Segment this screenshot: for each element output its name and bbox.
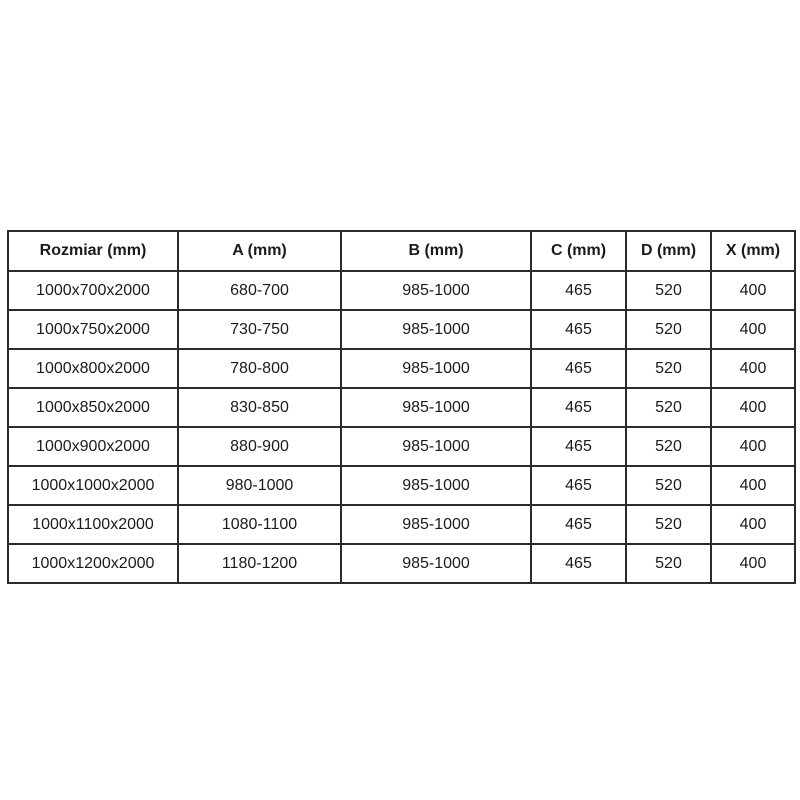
table-cell-a: 830-850 <box>178 388 341 427</box>
table-cell-a: 1080-1100 <box>178 505 341 544</box>
table-cell-c: 465 <box>531 310 626 349</box>
column-header-c: C (mm) <box>531 231 626 271</box>
table-cell-c: 465 <box>531 349 626 388</box>
table-cell-x: 400 <box>711 271 795 310</box>
table-cell-b: 985-1000 <box>341 271 531 310</box>
table-cell-c: 465 <box>531 544 626 583</box>
table-cell-rozmiar: 1000x1100x2000 <box>8 505 178 544</box>
table-cell-rozmiar: 1000x800x2000 <box>8 349 178 388</box>
table-row <box>8 349 795 388</box>
table-cell-b: 985-1000 <box>341 466 531 505</box>
table-row <box>8 544 795 583</box>
table-cell-d: 520 <box>626 427 711 466</box>
table-row <box>8 466 795 505</box>
table-cell-d: 520 <box>626 388 711 427</box>
table-cell-c: 465 <box>531 427 626 466</box>
table-cell-x: 400 <box>711 544 795 583</box>
table-cell-rozmiar: 1000x750x2000 <box>8 310 178 349</box>
table-cell-a: 1180-1200 <box>178 544 341 583</box>
table-cell-d: 520 <box>626 505 711 544</box>
table-row <box>8 388 795 427</box>
table-row <box>8 310 795 349</box>
table-row <box>8 271 795 310</box>
table-cell-a: 880-900 <box>178 427 341 466</box>
table-row <box>8 505 795 544</box>
table-cell-b: 985-1000 <box>341 388 531 427</box>
column-header-rozmiar: Rozmiar (mm) <box>8 231 178 271</box>
table-cell-x: 400 <box>711 349 795 388</box>
column-header-x: X (mm) <box>711 231 795 271</box>
table-cell-c: 465 <box>531 505 626 544</box>
table-cell-d: 520 <box>626 271 711 310</box>
table-cell-b: 985-1000 <box>341 310 531 349</box>
table-cell-b: 985-1000 <box>341 349 531 388</box>
table-cell-rozmiar: 1000x900x2000 <box>8 427 178 466</box>
table-cell-a: 780-800 <box>178 349 341 388</box>
table-cell-c: 465 <box>531 466 626 505</box>
table-cell-x: 400 <box>711 310 795 349</box>
table-cell-b: 985-1000 <box>341 505 531 544</box>
table-cell-c: 465 <box>531 388 626 427</box>
header-row <box>8 231 795 271</box>
table-cell-d: 520 <box>626 349 711 388</box>
column-header-a: A (mm) <box>178 231 341 271</box>
table-cell-x: 400 <box>711 388 795 427</box>
table-cell-x: 400 <box>711 466 795 505</box>
table-cell-rozmiar: 1000x1000x2000 <box>8 466 178 505</box>
table-cell-rozmiar: 1000x1200x2000 <box>8 544 178 583</box>
table-cell-a: 680-700 <box>178 271 341 310</box>
table-cell-a: 980-1000 <box>178 466 341 505</box>
dimensions-table <box>7 230 796 584</box>
table-row <box>8 427 795 466</box>
table-cell-rozmiar: 1000x700x2000 <box>8 271 178 310</box>
table-cell-c: 465 <box>531 271 626 310</box>
table-cell-a: 730-750 <box>178 310 341 349</box>
table-cell-x: 400 <box>711 427 795 466</box>
column-header-b: B (mm) <box>341 231 531 271</box>
column-header-d: D (mm) <box>626 231 711 271</box>
table-cell-d: 520 <box>626 310 711 349</box>
table-cell-d: 520 <box>626 466 711 505</box>
table-cell-x: 400 <box>711 505 795 544</box>
table-cell-rozmiar: 1000x850x2000 <box>8 388 178 427</box>
table-cell-b: 985-1000 <box>341 544 531 583</box>
table-cell-b: 985-1000 <box>341 427 531 466</box>
table-cell-d: 520 <box>626 544 711 583</box>
